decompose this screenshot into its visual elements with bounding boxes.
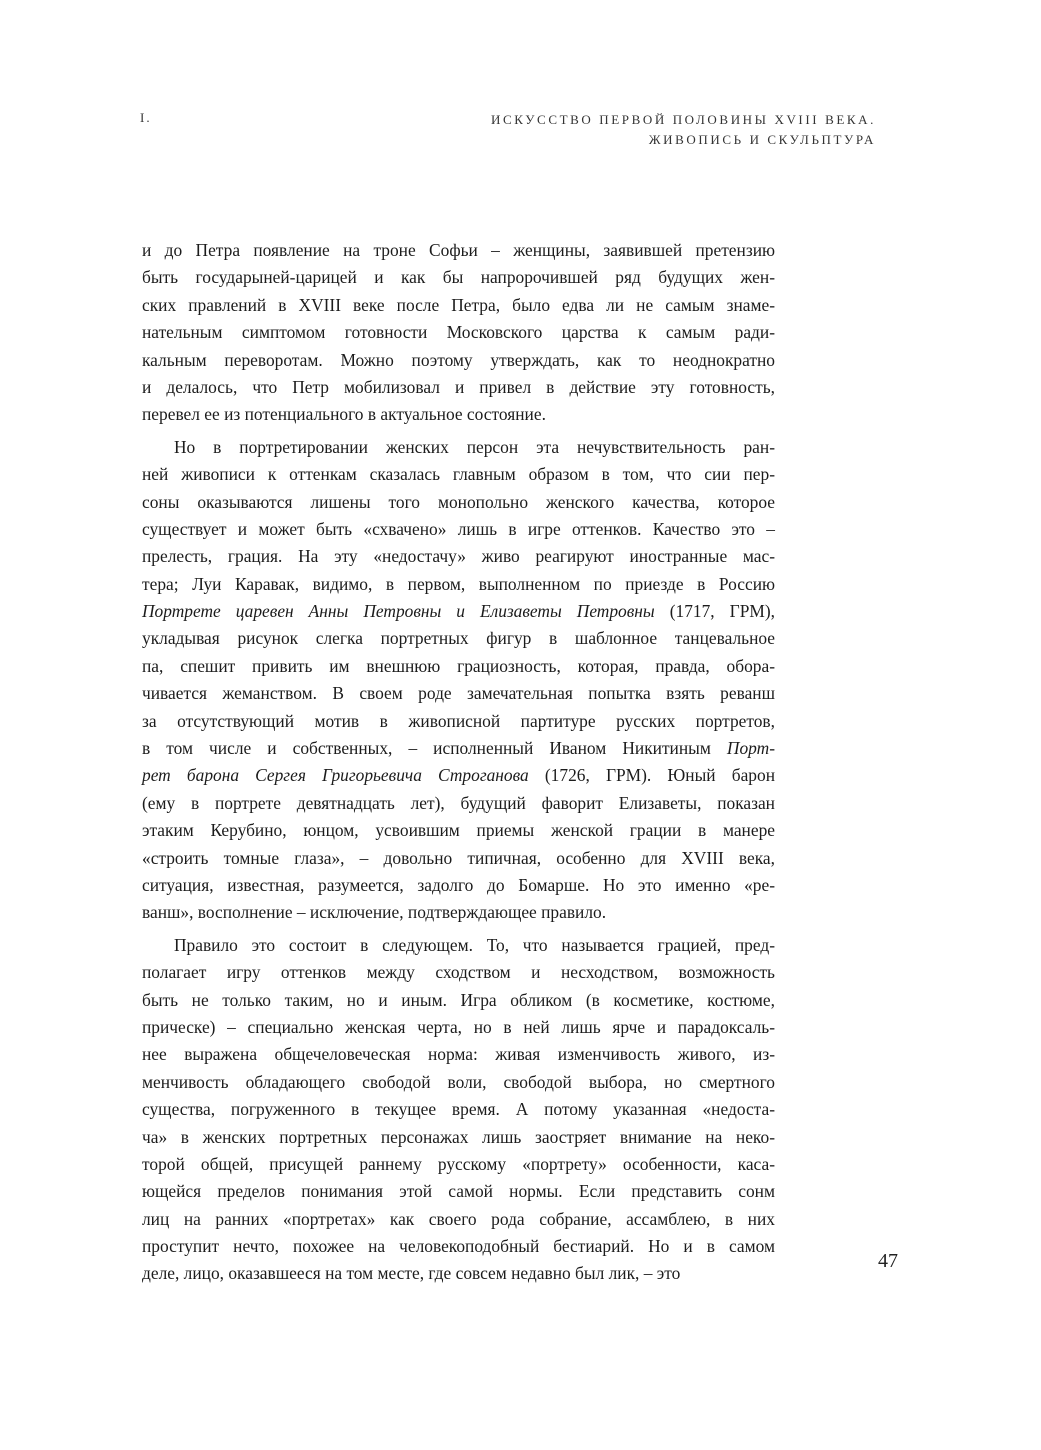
text-line: полагает игру оттенков между сходством и несходством, возможность	[142, 962, 775, 983]
running-head-line-2: ЖИВОПИСЬ И СКУЛЬПТУРА	[648, 132, 876, 147]
section-number: I.	[140, 110, 152, 125]
paragraph	[142, 932, 775, 1288]
body-text	[142, 237, 775, 1288]
text-line: Но в портретировании женских персон эта нечувствительность ран-	[174, 436, 775, 457]
italic-title: Порт-	[726, 738, 775, 759]
text-line: нательным симптомом готовности Московского царства к самым ради-	[142, 322, 775, 343]
text-line: ча» в женских портретных персонажах лишь заостряет внимание на неко-	[142, 1126, 775, 1147]
paragraph	[142, 434, 775, 927]
text-line: существует и может быть «схвачено» лишь в игре оттенков. Качество это –	[142, 518, 775, 539]
text-line: ней живописи к оттенкам сказалась главным образом в том, что сии пер-	[142, 464, 775, 485]
text-line: существа, погруженного в текущее время. А потому указанная «недоста-	[142, 1099, 775, 1120]
text-line: чивается жеманством. В своем роде замечательная попытка взять реванш	[142, 683, 775, 704]
text-line: ситуация, известная, разумеется, задолго до Бомарше. Но это именно «ре-	[142, 874, 775, 895]
text-line: и до Петра появление на троне Софьи – женщины, заявившей претензию	[142, 240, 775, 260]
text-line: Портрете царевен Анны Петровны и Елизаветы Петровны (1717, ГРМ),	[142, 601, 775, 622]
text-line: прелесть, грация. На эту «недостачу» живо реагируют иностранные мас-	[142, 546, 775, 567]
italic-title: Портрете царевен Анны Петровны и Елизаветы Петровны	[142, 601, 655, 622]
text-line: прическе) – специально женская черта, но в ней лишь ярче и парадоксаль-	[142, 1016, 775, 1037]
text-line: и делалось, что Петр мобилизовал и привел в действие эту готовность,	[142, 376, 775, 397]
text-line: кальным переворотам. Можно поэтому утверждать, как то неоднократно	[142, 349, 775, 370]
text-line: тера; Луи Каравак, видимо, в первом, выполненном по приезде в Россию	[142, 573, 775, 594]
text-line: соны оказываются лишены того монопольно женского качества, которое	[142, 491, 775, 512]
text-line: проступит нечто, похожее на человекоподобный бестиарий. Но и в самом	[142, 1236, 775, 1257]
text-line: «строить томные глаза», – довольно типичная, особенно для XVIII века,	[142, 847, 775, 868]
italic-title: рет барона Сергея Григорьевича Строганова	[142, 765, 529, 786]
running-head	[491, 110, 876, 150]
text-line: нее выражена общечеловеческая норма: живая изменчивость живого, из-	[142, 1044, 775, 1065]
text-line: Правило это состоит в следующем. То, что называется грацией, пред-	[174, 934, 775, 955]
text-line: ванш», восполнение – исключение, подтверждающее правило.	[142, 902, 607, 923]
text-line: быть не только таким, но и иным. Игра обликом (в косметике, костюме,	[142, 989, 775, 1010]
page-number: 47	[878, 1250, 898, 1272]
paragraph	[142, 237, 775, 429]
text-line: ющейся пределов понимания этой самой нормы. Если представить сонм	[142, 1181, 775, 1202]
text-line: па, спешит привить им внешнюю грациозность, которая, правда, обора-	[142, 655, 775, 676]
text-line: торой общей, присущей раннему русскому «портрету» особенности, каса-	[142, 1153, 775, 1174]
text-line: деле, лицо, оказавшееся на том месте, где совсем недавно был лик, – это	[142, 1263, 681, 1284]
text-line: (ему в портрете девятнадцать лет), будущий фаворит Елизаветы, показан	[142, 792, 775, 813]
text-line: за отсутствующий мотив в живописной партитуре русских портретов,	[142, 710, 775, 731]
text-line: рет барона Сергея Григорьевича Строганова (1726, ГРМ). Юный барон	[142, 765, 775, 786]
text-line: этаким Керубино, юнцом, усвоившим приемы женской грации в манере	[142, 820, 775, 841]
text-line: укладывая рисунок слегка портретных фигур в шаблонное танцевальное	[142, 628, 775, 649]
text-line: менчивость обладающего свободой воли, свободой выбора, но смертного	[142, 1071, 775, 1092]
text-line: быть государыней-царицей и как бы напророчившей ряд будущих жен-	[142, 267, 775, 288]
text-line: в том числе и собственных, – исполненный Иваном Никитиным Порт-	[142, 738, 775, 759]
running-head-line-1: ИСКУССТВО ПЕРВОЙ ПОЛОВИНЫ XVIII ВЕКА.	[490, 112, 876, 127]
text-line: перевел ее из потенциального в актуальное состояние.	[142, 404, 546, 425]
text-line: лиц на ранних «портретах» как своего рода собрание, ассамблею, в них	[142, 1208, 775, 1229]
text-line: ских правлений в XVIII веке после Петра, было едва ли не самым знаме-	[142, 294, 775, 315]
